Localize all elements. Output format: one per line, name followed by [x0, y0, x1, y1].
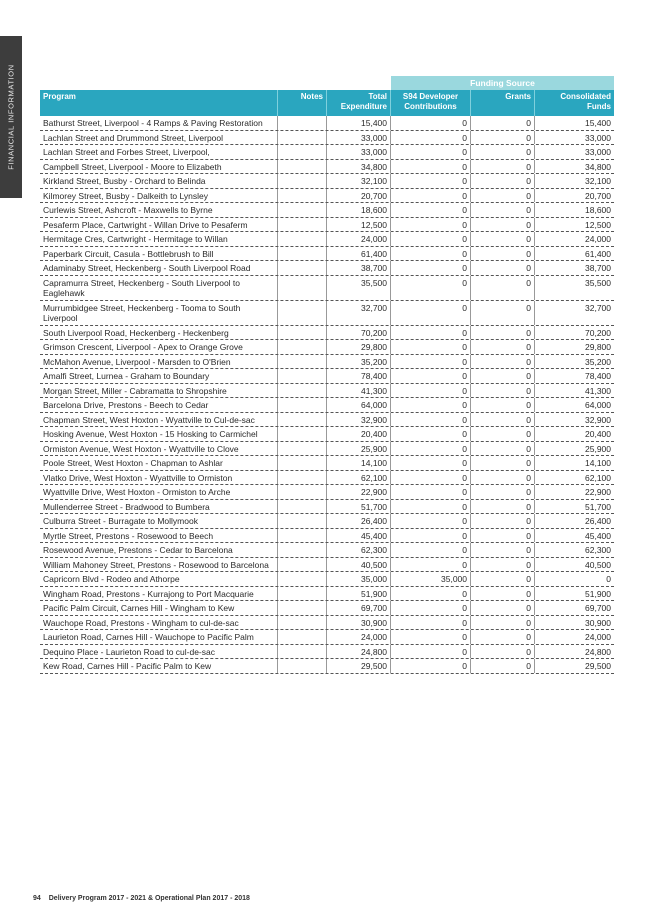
cell-notes: [278, 116, 327, 130]
table-row: [40, 355, 614, 370]
cell-consolidated: 18,600: [585, 205, 611, 215]
cell-program: Pesaferm Place, Cartwright - Willan Drive to Pesaferm: [40, 218, 278, 232]
cell-s94: 0: [391, 218, 471, 232]
cell-notes: [278, 326, 327, 340]
table-row: [40, 145, 614, 160]
cell-s94: 0: [391, 630, 471, 644]
cell-total-expenditure: 45,400: [327, 529, 391, 543]
cell-consolidated: 34,800: [585, 161, 611, 172]
header-notes: Notes: [278, 90, 327, 116]
cell-total-expenditure: 32,900: [327, 413, 391, 427]
cell-consolidated: 29,800: [585, 342, 611, 352]
cell-total-expenditure: 51,900: [327, 587, 391, 601]
cell-grants: 0: [471, 645, 535, 659]
table-row: [40, 471, 614, 486]
cell-notes: [278, 340, 327, 354]
cell-grants: 0: [471, 398, 535, 412]
cell-grants: 0: [471, 427, 535, 441]
cell-total-expenditure: 20,700: [327, 189, 391, 203]
cell-notes: [278, 232, 327, 246]
cell-consolidated: 62,100: [585, 472, 611, 483]
cell-consolidated: 14,100: [585, 458, 611, 468]
cell-total-expenditure: 15,400: [327, 116, 391, 130]
cell-total-expenditure: 29,800: [327, 340, 391, 354]
cell-program: Kew Road, Carnes Hill - Pacific Palm to Kew: [40, 659, 278, 673]
cell-notes: [278, 145, 327, 159]
cell-s94: 0: [391, 384, 471, 398]
cell-notes: [278, 485, 327, 499]
section-side-tab: [0, 36, 22, 198]
cell-notes: [278, 471, 327, 485]
cell-grants: 0: [471, 601, 535, 615]
table-row: [40, 616, 614, 631]
cell-consolidated: 69,700: [585, 603, 611, 613]
cell-s94: 0: [391, 427, 471, 441]
cell-consolidated: 70,200: [585, 327, 611, 338]
cell-consolidated: 32,100: [585, 176, 611, 186]
table-row: [40, 514, 614, 529]
cell-grants: 0: [471, 203, 535, 217]
page-footer: [33, 895, 250, 902]
header-program: Program: [40, 90, 278, 116]
cell-consolidated: 51,700: [585, 501, 611, 512]
cell-program: William Mahoney Street, Prestons - Rosewood to Barcelona: [40, 558, 278, 572]
table-row: [40, 601, 614, 616]
cell-total-expenditure: 32,100: [327, 174, 391, 188]
cell-consolidated: 29,500: [585, 661, 611, 671]
cell-notes: [278, 384, 327, 398]
cell-s94: 0: [391, 485, 471, 499]
cell-program: Campbell Street, Liverpool - Moore to Elizabeth: [40, 160, 278, 174]
cell-total-expenditure: 69,700: [327, 601, 391, 615]
cell-consolidated: 51,900: [585, 588, 611, 599]
cell-grants: 0: [471, 558, 535, 572]
cell-grants: 0: [471, 514, 535, 528]
table-row: [40, 189, 614, 204]
cell-consolidated: 32,700: [585, 302, 611, 313]
cell-total-expenditure: 22,900: [327, 485, 391, 499]
cell-grants: 0: [471, 572, 535, 586]
cell-grants: 0: [471, 384, 535, 398]
cell-consolidated: 12,500: [585, 219, 611, 230]
cell-notes: [278, 247, 327, 261]
table-row: [40, 398, 614, 413]
cell-s94: 0: [391, 558, 471, 572]
table-row: [40, 384, 614, 399]
cell-s94: 0: [391, 529, 471, 543]
cell-program: Myrtle Street, Prestons - Rosewood to Beech: [40, 529, 278, 543]
cell-consolidated: 32,900: [585, 414, 611, 425]
cell-grants: 0: [471, 456, 535, 470]
cell-notes: [278, 398, 327, 412]
cell-notes: [278, 427, 327, 441]
cell-notes: [278, 442, 327, 456]
cell-total-expenditure: 41,300: [327, 384, 391, 398]
cell-program: Hermitage Cres, Cartwright - Hermitage to Willan: [40, 232, 278, 246]
cell-consolidated: 22,900: [585, 487, 611, 497]
cell-s94: 0: [391, 500, 471, 514]
cell-notes: [278, 630, 327, 644]
cell-total-expenditure: 29,500: [327, 659, 391, 673]
cell-total-expenditure: 18,600: [327, 203, 391, 217]
cell-program: Kirkland Street, Busby - Orchard to Belinda: [40, 174, 278, 188]
cell-total-expenditure: 24,000: [327, 232, 391, 246]
cell-consolidated: 78,400: [585, 371, 611, 381]
cell-grants: 0: [471, 529, 535, 543]
cell-program: Poole Street, West Hoxton - Chapman to Ashlar: [40, 456, 278, 470]
cell-program: Wyattville Drive, West Hoxton - Ormiston to Arche: [40, 485, 278, 499]
table-row: [40, 247, 614, 262]
cell-total-expenditure: 40,500: [327, 558, 391, 572]
cell-s94: 0: [391, 587, 471, 601]
cell-total-expenditure: 24,000: [327, 630, 391, 644]
cell-program: Lachlan Street and Drummond Street, Liverpool: [40, 131, 278, 145]
cell-s94: 0: [391, 601, 471, 615]
table-row: [40, 630, 614, 645]
cell-notes: [278, 276, 327, 300]
cell-s94: 0: [391, 301, 471, 325]
cell-program: Ormiston Avenue, West Hoxton - Wyattville to Clove: [40, 442, 278, 456]
cell-grants: 0: [471, 131, 535, 145]
cell-s94: 0: [391, 355, 471, 369]
cell-total-expenditure: 30,900: [327, 616, 391, 630]
table-row: [40, 232, 614, 247]
cell-grants: 0: [471, 145, 535, 159]
table-row: [40, 413, 614, 428]
cell-grants: 0: [471, 587, 535, 601]
cell-consolidated: 62,300: [585, 545, 611, 555]
cell-program: Kilmorey Street, Busby - Dalkeith to Lynsley: [40, 189, 278, 203]
cell-consolidated: 25,900: [585, 443, 611, 454]
table-row: [40, 529, 614, 544]
cell-program: Bathurst Street, Liverpool - 4 Ramps & Paving Restoration: [40, 116, 278, 130]
cell-grants: 0: [471, 630, 535, 644]
table-row: [40, 276, 614, 301]
cell-s94: 0: [391, 247, 471, 261]
cell-consolidated: 33,000: [585, 147, 611, 157]
cell-program: Paperbark Circuit, Casula - Bottlebrush to Bill: [40, 247, 278, 261]
cell-notes: [278, 558, 327, 572]
table-row: [40, 203, 614, 218]
table-row: [40, 485, 614, 500]
cell-program: Amalfi Street, Lurnea - Graham to Boundary: [40, 369, 278, 383]
table-row: [40, 326, 614, 341]
cell-notes: [278, 500, 327, 514]
cell-total-expenditure: 12,500: [327, 218, 391, 232]
cell-program: Mullenderree Street - Bradwood to Bumbera: [40, 500, 278, 514]
cell-s94: 0: [391, 174, 471, 188]
cell-total-expenditure: 25,900: [327, 442, 391, 456]
cell-grants: 0: [471, 326, 535, 340]
cell-notes: [278, 189, 327, 203]
cell-program: Hosking Avenue, West Hoxton - 15 Hosking to Carmichel: [40, 427, 278, 441]
cell-notes: [278, 659, 327, 673]
cell-total-expenditure: 62,300: [327, 543, 391, 557]
table-row: [40, 587, 614, 602]
cell-program: McMahon Avenue, Liverpool - Marsden to O'Brien: [40, 355, 278, 369]
cell-grants: 0: [471, 247, 535, 261]
cell-grants: 0: [471, 413, 535, 427]
cell-consolidated: 24,000: [585, 234, 611, 244]
table-row: [40, 218, 614, 233]
table-row: [40, 301, 614, 326]
cell-notes: [278, 355, 327, 369]
cell-grants: 0: [471, 174, 535, 188]
cell-s94: 0: [391, 471, 471, 485]
cell-consolidated: 24,800: [585, 646, 611, 657]
cell-s94: 0: [391, 145, 471, 159]
cell-total-expenditure: 33,000: [327, 131, 391, 145]
cell-notes: [278, 572, 327, 586]
header-consolidated-funds: Consolidated Funds: [560, 92, 611, 111]
table-row: [40, 369, 614, 384]
cell-total-expenditure: 70,200: [327, 326, 391, 340]
cell-s94: 0: [391, 369, 471, 383]
cell-notes: [278, 601, 327, 615]
cell-s94: 0: [391, 189, 471, 203]
header-grants: Grants: [471, 90, 535, 116]
cell-s94: 0: [391, 116, 471, 130]
cell-notes: [278, 529, 327, 543]
footer-title: Delivery Program 2017 - 2021 & Operational Plan 2017 - 2018: [48, 895, 250, 902]
side-tab-label: FINANCIAL INFORMATION: [6, 64, 16, 170]
cell-total-expenditure: 20,400: [327, 427, 391, 441]
table-row: [40, 261, 614, 276]
cell-notes: [278, 543, 327, 557]
header-total-expenditure: Total Expenditure: [327, 90, 391, 116]
cell-program: Rosewood Avenue, Prestons - Cedar to Barcelona: [40, 543, 278, 557]
cell-grants: 0: [471, 261, 535, 275]
cell-grants: 0: [471, 218, 535, 232]
cell-program: Laurieton Road, Carnes Hill - Wauchope to Pacific Palm: [40, 630, 278, 644]
cell-program: Culburra Street - Burragate to Mollymook: [40, 514, 278, 528]
table-row: [40, 160, 614, 175]
table-row: [40, 543, 614, 558]
cell-s94: 0: [391, 616, 471, 630]
cell-consolidated: 35,500: [585, 277, 611, 288]
cell-grants: 0: [471, 500, 535, 514]
cell-s94: 0: [391, 131, 471, 145]
cell-grants: 0: [471, 116, 535, 130]
cell-total-expenditure: 78,400: [327, 369, 391, 383]
cell-consolidated: 64,000: [585, 400, 611, 410]
cell-s94: 0: [391, 340, 471, 354]
cell-s94: 0: [391, 413, 471, 427]
table-row: [40, 174, 614, 189]
cell-total-expenditure: 26,400: [327, 514, 391, 528]
cell-program: Capricorn Blvd - Rodeo and Athorpe: [40, 572, 278, 586]
cell-notes: [278, 413, 327, 427]
cell-total-expenditure: 62,100: [327, 471, 391, 485]
cell-notes: [278, 301, 327, 325]
cell-consolidated: 20,700: [585, 190, 611, 201]
table-row: [40, 558, 614, 573]
cell-grants: 0: [471, 485, 535, 499]
table-row: [40, 659, 614, 674]
table-row: [40, 427, 614, 442]
table-row: [40, 131, 614, 146]
cell-consolidated: 41,300: [585, 385, 611, 396]
cell-total-expenditure: 35,200: [327, 355, 391, 369]
table-header: [40, 90, 614, 116]
cell-s94: 0: [391, 543, 471, 557]
cell-s94: 0: [391, 261, 471, 275]
cell-grants: 0: [471, 340, 535, 354]
cell-consolidated: 33,000: [585, 132, 611, 143]
cell-grants: 0: [471, 189, 535, 203]
cell-program: Wingham Road, Prestons - Kurrajong to Port Macquarie: [40, 587, 278, 601]
cell-notes: [278, 645, 327, 659]
cell-consolidated: 0: [606, 574, 611, 584]
cell-s94: 0: [391, 232, 471, 246]
cell-program: Murrumbidgee Street, Heckenberg - Tooma to South Liverpool: [40, 301, 278, 325]
cell-total-expenditure: 33,000: [327, 145, 391, 159]
table-row: [40, 442, 614, 457]
cell-program: Wauchope Road, Prestons - Wingham to cul-de-sac: [40, 616, 278, 630]
cell-program: Adaminaby Street, Heckenberg - South Liverpool Road: [40, 261, 278, 275]
cell-grants: 0: [471, 276, 535, 300]
cell-grants: 0: [471, 471, 535, 485]
cell-grants: 0: [471, 616, 535, 630]
cell-consolidated: 24,000: [585, 632, 611, 642]
cell-program: Dequino Place - Laurieton Road to cul-de-sac: [40, 645, 278, 659]
cell-s94: 35,000: [391, 572, 471, 586]
cell-notes: [278, 587, 327, 601]
cell-program: Morgan Street, Miller - Cabramatta to Shropshire: [40, 384, 278, 398]
cell-notes: [278, 369, 327, 383]
cell-notes: [278, 174, 327, 188]
cell-notes: [278, 261, 327, 275]
cell-consolidated: 30,900: [585, 617, 611, 628]
cell-program: Grimson Crescent, Liverpool - Apex to Orange Grove: [40, 340, 278, 354]
cell-s94: 0: [391, 326, 471, 340]
cell-notes: [278, 218, 327, 232]
cell-grants: 0: [471, 442, 535, 456]
cell-consolidated: 38,700: [585, 263, 611, 273]
page-number: 94: [33, 895, 41, 902]
cell-notes: [278, 616, 327, 630]
cell-notes: [278, 131, 327, 145]
cell-s94: 0: [391, 276, 471, 300]
cell-program: Pacific Palm Circuit, Carnes Hill - Wingham to Kew: [40, 601, 278, 615]
cell-total-expenditure: 64,000: [327, 398, 391, 412]
cell-s94: 0: [391, 203, 471, 217]
cell-s94: 0: [391, 442, 471, 456]
cell-program: Curlewis Street, Ashcroft - Maxwells to Byrne: [40, 203, 278, 217]
cell-program: Barcelona Drive, Prestons - Beech to Cedar: [40, 398, 278, 412]
cell-notes: [278, 160, 327, 174]
header-s94-contributions: S94 Developer Contributions: [391, 90, 471, 116]
table-row: [40, 572, 614, 587]
cell-consolidated: 20,400: [585, 429, 611, 439]
cell-s94: 0: [391, 514, 471, 528]
cell-consolidated: 40,500: [585, 559, 611, 570]
cell-s94: 0: [391, 659, 471, 673]
cell-total-expenditure: 32,700: [327, 301, 391, 325]
cell-total-expenditure: 14,100: [327, 456, 391, 470]
program-table: [40, 76, 614, 674]
cell-consolidated: 61,400: [585, 248, 611, 259]
cell-grants: 0: [471, 659, 535, 673]
cell-program: South Liverpool Road, Heckenberg - Heckenberg: [40, 326, 278, 340]
cell-program: Capramurra Street, Heckenberg - South Liverpool to Eaglehawk: [40, 276, 278, 300]
cell-grants: 0: [471, 543, 535, 557]
table-row: [40, 645, 614, 660]
cell-total-expenditure: 35,500: [327, 276, 391, 300]
cell-consolidated: 15,400: [585, 118, 611, 128]
funding-source-heading: Funding Source: [391, 76, 614, 90]
cell-consolidated: 45,400: [585, 530, 611, 541]
cell-grants: 0: [471, 160, 535, 174]
cell-s94: 0: [391, 160, 471, 174]
cell-total-expenditure: 61,400: [327, 247, 391, 261]
cell-consolidated: 26,400: [585, 516, 611, 526]
cell-grants: 0: [471, 301, 535, 325]
cell-grants: 0: [471, 369, 535, 383]
table-row: [40, 456, 614, 471]
cell-grants: 0: [471, 355, 535, 369]
cell-s94: 0: [391, 645, 471, 659]
cell-s94: 0: [391, 398, 471, 412]
cell-total-expenditure: 35,000: [327, 572, 391, 586]
table-row: [40, 500, 614, 515]
funding-source-row: [40, 76, 614, 90]
cell-program: Vlatko Drive, West Hoxton - Wyattville to Ormiston: [40, 471, 278, 485]
table-body: [40, 116, 614, 674]
cell-program: Chapman Street, West Hoxton - Wyattville to Cul-de-sac: [40, 413, 278, 427]
cell-grants: 0: [471, 232, 535, 246]
cell-consolidated: 35,200: [585, 356, 611, 367]
cell-notes: [278, 203, 327, 217]
cell-notes: [278, 456, 327, 470]
cell-total-expenditure: 51,700: [327, 500, 391, 514]
cell-total-expenditure: 38,700: [327, 261, 391, 275]
table-row: [40, 340, 614, 355]
cell-notes: [278, 514, 327, 528]
cell-total-expenditure: 34,800: [327, 160, 391, 174]
table-row: [40, 116, 614, 131]
cell-s94: 0: [391, 456, 471, 470]
cell-total-expenditure: 24,800: [327, 645, 391, 659]
cell-program: Lachlan Street and Forbes Street, Liverpool,: [40, 145, 278, 159]
